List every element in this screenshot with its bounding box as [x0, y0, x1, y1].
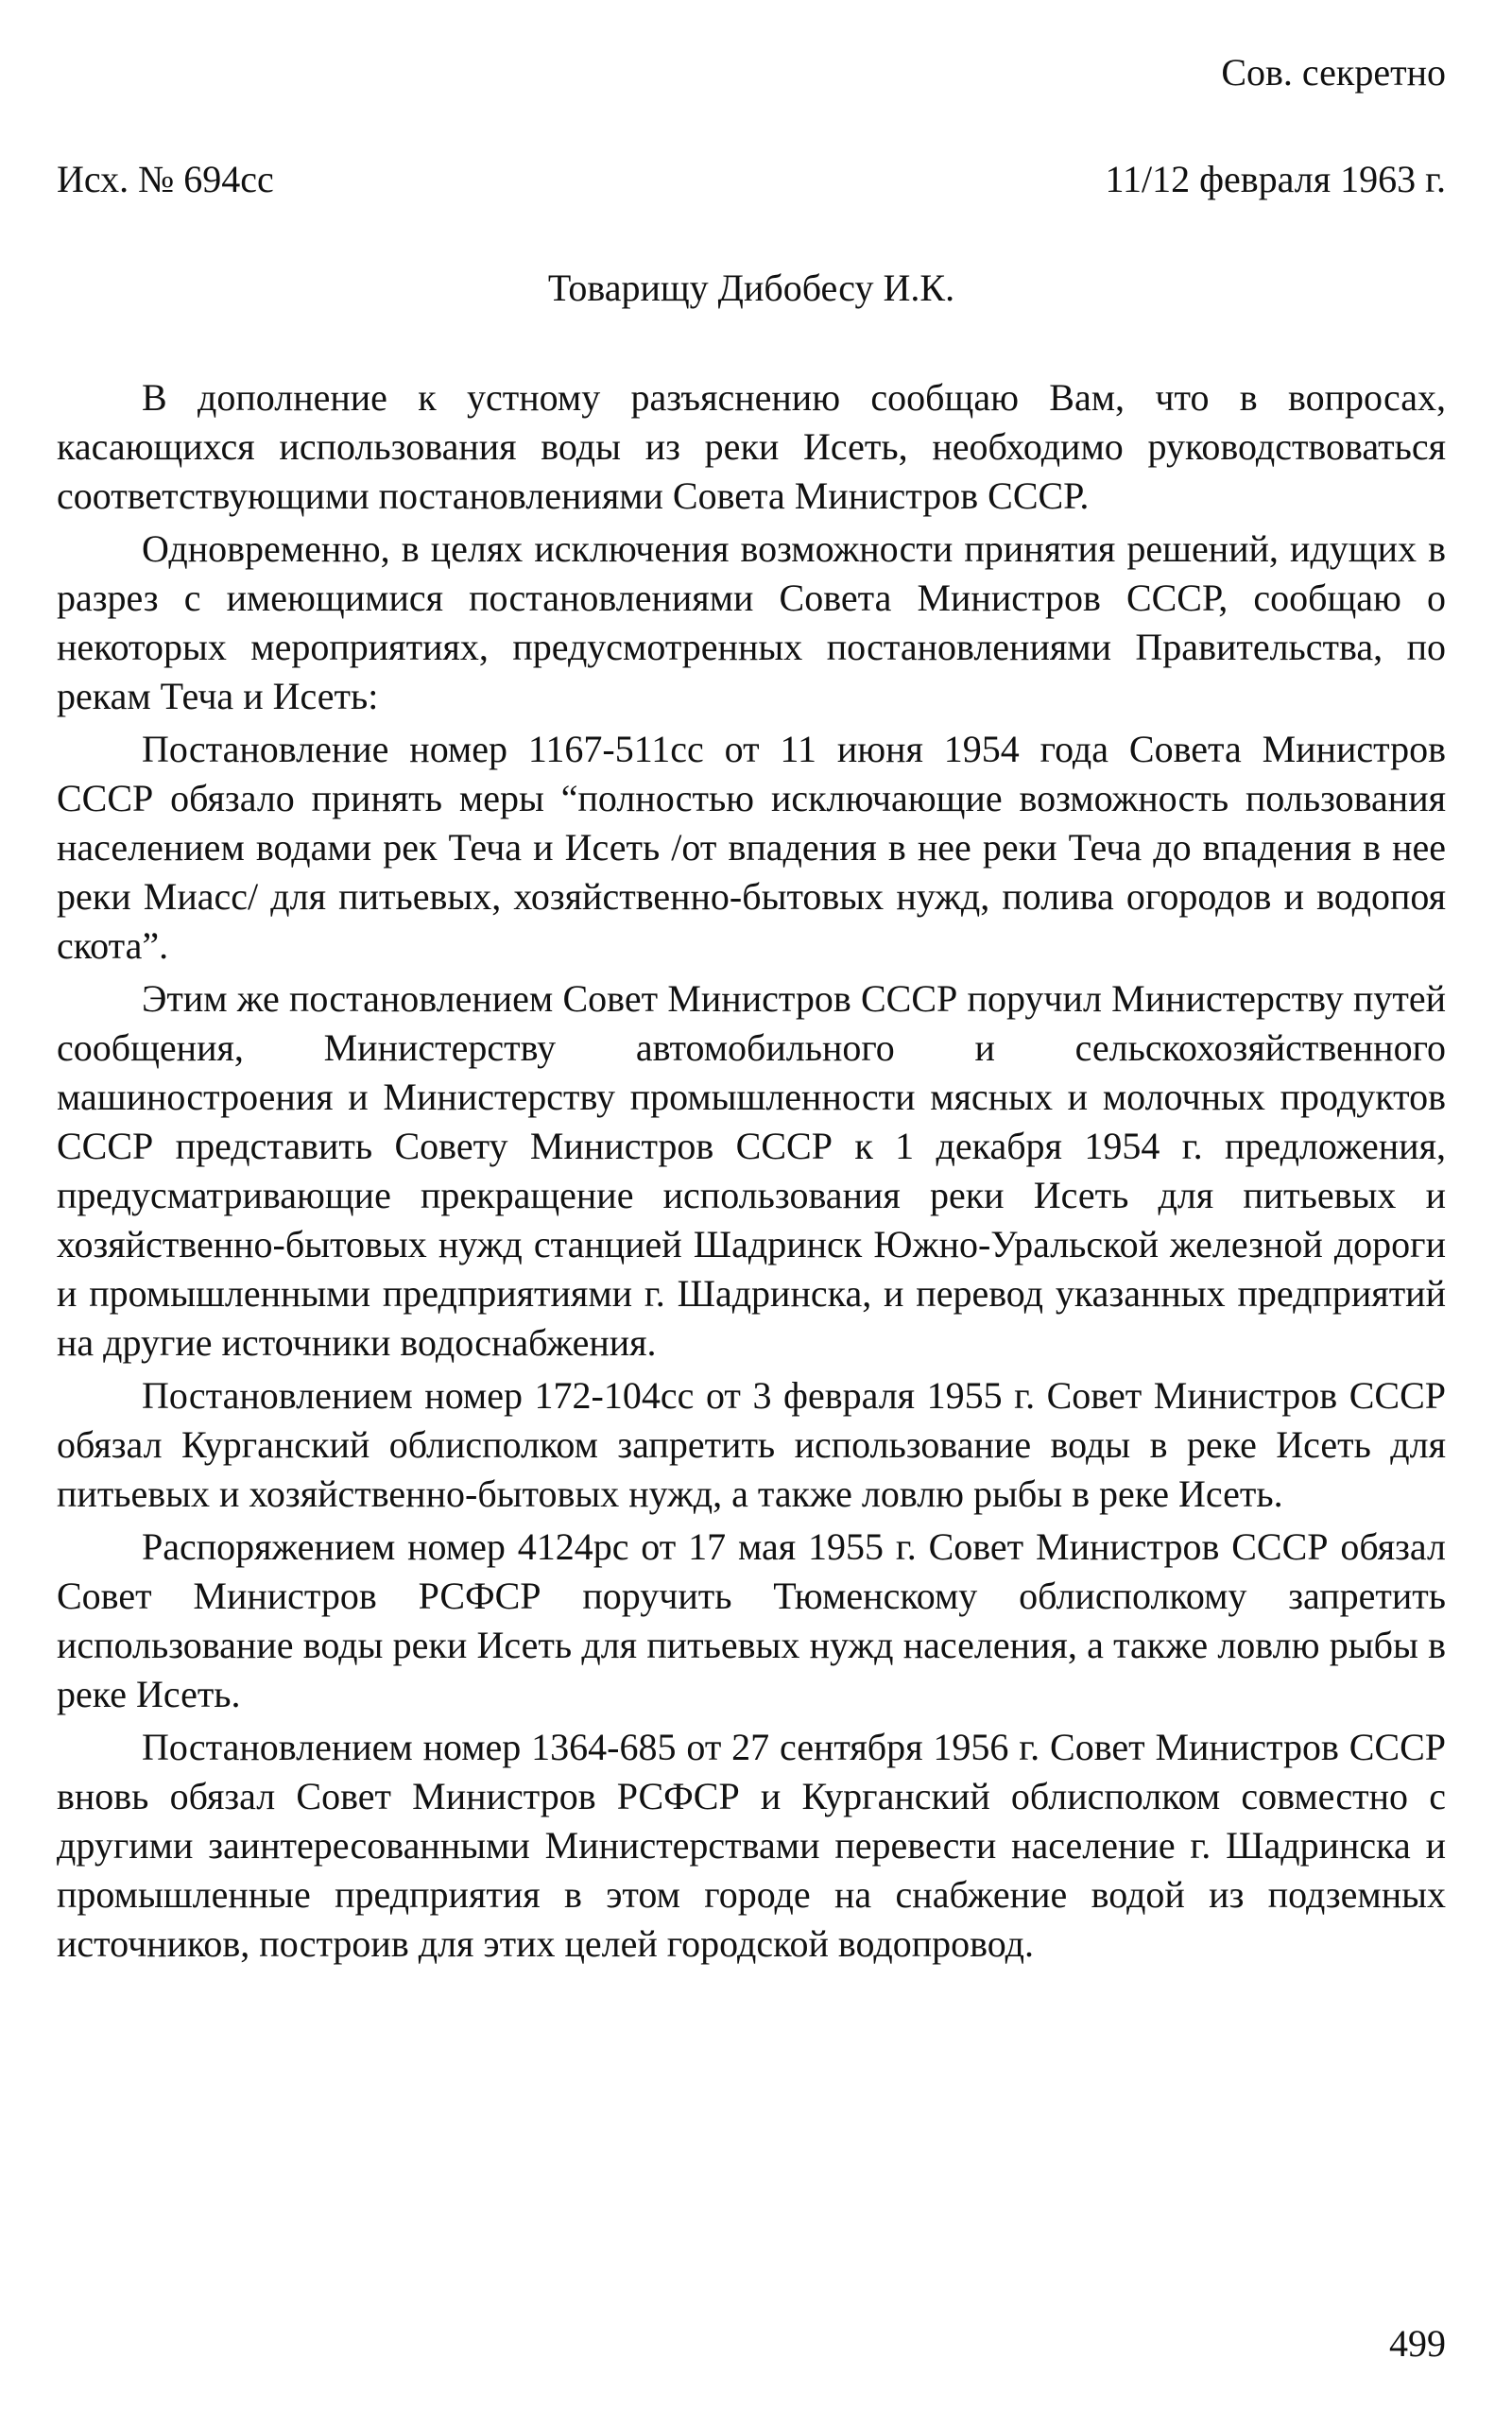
paragraph: Постановлением номер 172-104сс от 3 февраля 1955 г. Совет Министров СССР обязал Курганский облисполком запретить использование воды в реке Исеть для питьевых и хозяйственно-бытовых нужд, а также ловлю рыбы в реке Исеть. [57, 1374, 1446, 1515]
paragraph: Постановление номер 1167-511сс от 11 июня 1954 года Совета Министров СССР обязало принять меры “полностью исключающие возможность пользования населением водами рек Теча и Исеть /от впадения в нее реки Теча до впадения в нее реки Миасс/ для питьевых, хозяйственно-бытовых нужд, полива огородов и водопоя скота”. [57, 728, 1446, 967]
paragraph: В дополнение к устному разъяснению сообщаю Вам, что в вопросах, касающихся использования воды из реки Исеть, необходимо руководствоваться соответствующими постановлениями Совета Министров СССР. [57, 376, 1446, 517]
paragraph: Постановлением номер 1364-685 от 27 сентября 1956 г. Совет Министров СССР вновь обязал Совет Министров РСФСР и Курганский облисполком совместно с другими заинтересованными Министерствами перевести население г. Шадринска и промышленные предприятия в этом городе на снабжение водой из подземных источников, построив для этих целей городской водопровод. [57, 1726, 1446, 1965]
page-number: 499 [1389, 2322, 1446, 2365]
classification-stamp: Сов. секретно [1221, 51, 1446, 94]
letter-body [57, 373, 1446, 1969]
paragraph: Распоряжением номер 4124рс от 17 мая 1955 г. Совет Министров СССР обязал Совет Министров РСФСР поручить Тюменскому облисполкому запретить использование воды реки Исеть для питьевых нужд населения, а также ловлю рыбы в реке Исеть. [57, 1525, 1446, 1715]
paragraph: Этим же постановлением Совет Министров СССР поручил Министерству путей сообщения, Министерству автомобильного и сельскохозяйственного машиностроения и Министерству промышленности мясных и молочных продуктов СССР представить Совету Министров СССР к 1 декабря 1954 г. предложения, предусматривающие прекращение использования реки Исеть для питьевых и хозяйственно-бытовых нужд станцией Шадринск Южно-Уральской железной дороги и промышленными предприятиями г. Шадринска, и перевод указанных предприятий на другие источники водоснабжения. [57, 977, 1446, 1364]
document-date: 11/12 февраля 1963 г. [1105, 158, 1446, 200]
paragraph: Одновременно, в целях исключения возможности принятия решений, идущих в разрез с имеющимися постановлениями Совета Министров СССР, сообщаю о некоторых мероприятиях, предусмотренных постановлениями Правительства, по рекам Теча и Исеть: [57, 527, 1446, 717]
document-page [57, 0, 1446, 2410]
outgoing-number: Исх. № 694сс [57, 158, 274, 200]
addressee: Товарищу Дибобесу И.К. [547, 267, 955, 309]
